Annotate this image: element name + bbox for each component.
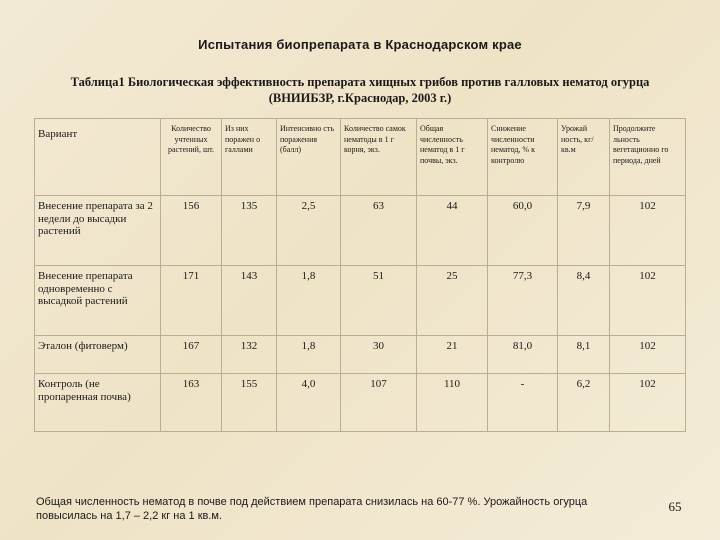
table-cell: 171 [161, 266, 222, 336]
row-label: Контроль (не пропаренная почва) [35, 374, 161, 432]
table-cell: 21 [417, 336, 488, 374]
table-cell: 102 [610, 374, 686, 432]
page-number: 65 [668, 499, 682, 514]
row-label: Эталон (фитоверм) [35, 336, 161, 374]
table-cell: 25 [417, 266, 488, 336]
table-cell: 44 [417, 196, 488, 266]
table-cell: 107 [341, 374, 417, 432]
table-header-row [35, 119, 686, 196]
header-cell: Вариант [35, 119, 161, 196]
table-cell: 63 [341, 196, 417, 266]
header-cell: Урожай ность, кг/ кв.м [558, 119, 610, 196]
header-cell: Из них поражен о галлами [222, 119, 277, 196]
footer-note: Общая численность нематод в почве под действием препарата снизилась на 60-77 %. Урожайность огурца повысилась на 1,7 – 2,2 кг на 1 кв.м. [36, 496, 588, 522]
table-cell: 1,8 [277, 266, 341, 336]
table-cell: 30 [341, 336, 417, 374]
table-cell: 102 [610, 336, 686, 374]
table-row [35, 374, 686, 432]
table-row [35, 336, 686, 374]
table-cell: 156 [161, 196, 222, 266]
table-cell: 102 [610, 196, 686, 266]
table-cell: 163 [161, 374, 222, 432]
table-cell: 8,4 [558, 266, 610, 336]
table-cell: 60,0 [488, 196, 558, 266]
row-label: Внесение препарата за 2 недели до высадки растений [35, 196, 161, 266]
header-cell: Количество самок нематоды в 1 г корня, экз. [341, 119, 417, 196]
header-cell: Интенсивно сть поражения (балл) [277, 119, 341, 196]
table-cell: 8,1 [558, 336, 610, 374]
header-cell: Продолжите льность вегетационно го периода, дней [610, 119, 686, 196]
efficacy-table [34, 118, 686, 432]
table-cell: 77,3 [488, 266, 558, 336]
table-cell: 102 [610, 266, 686, 336]
table-cell: 4,0 [277, 374, 341, 432]
table-cell: 6,2 [558, 374, 610, 432]
header-cell: Общая численность нематод в 1 г почвы, экз. [417, 119, 488, 196]
table-cell: 167 [161, 336, 222, 374]
table-cell: 7,9 [558, 196, 610, 266]
table-cell: 51 [341, 266, 417, 336]
table-cell: 110 [417, 374, 488, 432]
table-cell: 143 [222, 266, 277, 336]
table-cell: - [488, 374, 558, 432]
header-cell: Снижение численности нематод, % к контролю [488, 119, 558, 196]
table-row [35, 196, 686, 266]
table-cell: 2,5 [277, 196, 341, 266]
table-row [35, 266, 686, 336]
table-cell: 135 [222, 196, 277, 266]
table-caption: Таблица1 Биологическая эффективность препарата хищных грибов против галловых нематод огурца (ВНИИБЗР, г.Краснодар, 2003 г.) [70, 75, 650, 105]
slide-title: Испытания биопрепарата в Краснодарском крае [198, 37, 522, 52]
table-cell: 81,0 [488, 336, 558, 374]
table-cell: 1,8 [277, 336, 341, 374]
table-cell: 132 [222, 336, 277, 374]
table-cell: 155 [222, 374, 277, 432]
header-cell: Количество учтенных растений, шт. [161, 119, 222, 196]
row-label: Внесение препарата одновременно с высадкой растений [35, 266, 161, 336]
